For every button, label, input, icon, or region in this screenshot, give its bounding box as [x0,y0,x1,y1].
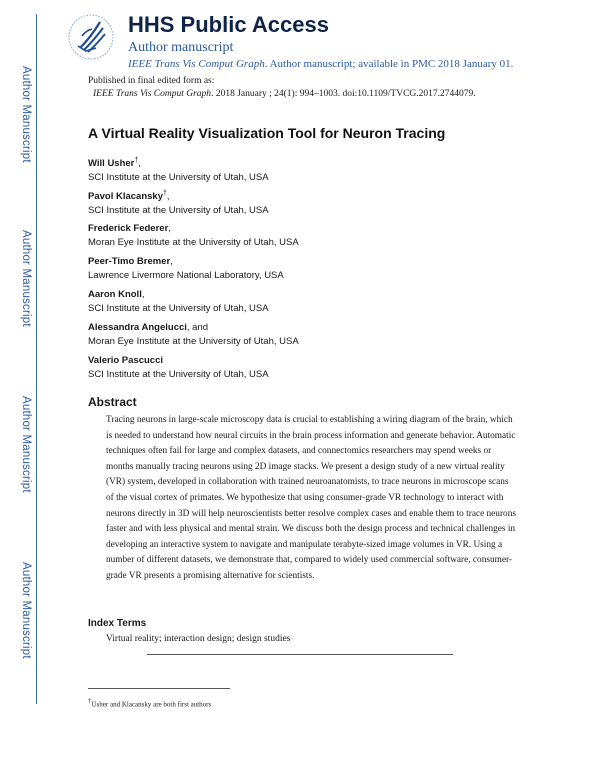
footnote-text: Usher and Klacansky are both first authors [91,700,212,709]
author-mark: † [163,190,167,197]
published-note: Published in final edited form as: [88,76,215,86]
author-name: Peer-Timo Bremer [88,256,171,267]
author-name: Will Usher [88,158,135,170]
footnote-mark: † [88,697,92,705]
author-affiliation: SCI Institute at the University of Utah, USA [88,303,269,314]
citation-journal: IEEE Trans Vis Comput Graph [93,89,212,99]
manuscript-label: Author manuscript [128,40,234,55]
section-divider [147,654,453,655]
index-terms: Virtual reality; interaction design; design studies [106,634,291,644]
author-name: Frederick Federer [88,223,169,234]
author-name: Valerio Pascucci [88,355,163,366]
footnote-divider [88,688,230,689]
author-affiliation: SCI Institute at the University of Utah, USA [88,205,269,217]
author-entry [88,190,269,216]
author-affiliation: Lawrence Livermore National Laboratory, USA [88,270,284,281]
author-name: Aaron Knoll [88,289,142,300]
abstract-heading: Abstract [88,395,137,409]
author-name: Pavol Klacansky [88,191,163,203]
author-affiliation: Moran Eye Institute at the University of Utah, USA [88,336,299,347]
author-suffix: , [170,256,173,267]
citation-line [93,89,476,99]
author-suffix: , [166,191,170,203]
margin-rule [36,14,37,704]
index-terms-heading: Index Terms [88,618,147,629]
author-mark: † [134,157,139,164]
journal-availability: . Author manuscript; available in PMC 2018 January 01. [264,58,514,70]
author-entry [88,157,269,183]
author-suffix: , [168,223,171,234]
author-entry [88,289,269,314]
margin-label-4: Author Manuscript [20,562,32,659]
author-entry [88,355,269,380]
author-entry [88,256,284,281]
margin-label-1: Author Manuscript [20,66,32,163]
author-affiliation: Moran Eye Institute at the University of Utah, USA [88,237,299,248]
author-affiliation: SCI Institute at the University of Utah, USA [88,172,269,184]
margin-label-2: Author Manuscript [20,230,32,327]
citation-details: . 2018 January ; 24(1): 994–1003. doi:10.1109/TVCG.2017.2744079. [211,89,476,99]
author-suffix: , [141,289,145,300]
footnote [88,697,211,708]
author-entry [88,322,299,347]
hhs-eagle-logo-icon [66,10,116,64]
author-suffix: , and [186,322,209,333]
author-suffix: , [138,158,141,170]
paper-title: A Virtual Reality Visualization Tool for Neuron Tracing [88,125,446,141]
margin-label-3: Author Manuscript [20,396,32,493]
journal-name: IEEE Trans Vis Comput Graph [128,58,265,70]
author-entry [88,223,299,248]
hhs-title: HHS Public Access [128,12,329,37]
author-affiliation: SCI Institute at the University of Utah, USA [88,369,269,380]
abstract-text: Tracing neurons in large-scale microscopy data is crucial to establishing a wiring diagram of the brain, which is needed to understand how neural circuits in the brain process information and generate behavior. Automatic techniques often fail for large and complex datasets, and connectomics researchers may spend weeks or months manually tracing neurons using 2D image stacks. We present a design study of a new virtual reality (VR) system, developed in collaboration with trained neuroanatomists, to trace neurons in microscope scans of the visual cortex of primates. We hypothesize that using consumer-grade VR technology to interact with neurons directly in 3D will help neuroscientists better resolve complex cases and enable them to trace neurons faster and with less physical and mental strain. We discuss both the design process and technical challenges in developing an interactive system to navigate and manipulate terabyte-sized image volumes in VR. Using a number of different datasets, we demonstrate that, compared to widely used commercial software, consumer-grade VR presents a promising alternative for scientists. [106,415,516,581]
author-name: Alessandra Angelucci [88,322,187,333]
journal-line [128,58,513,70]
